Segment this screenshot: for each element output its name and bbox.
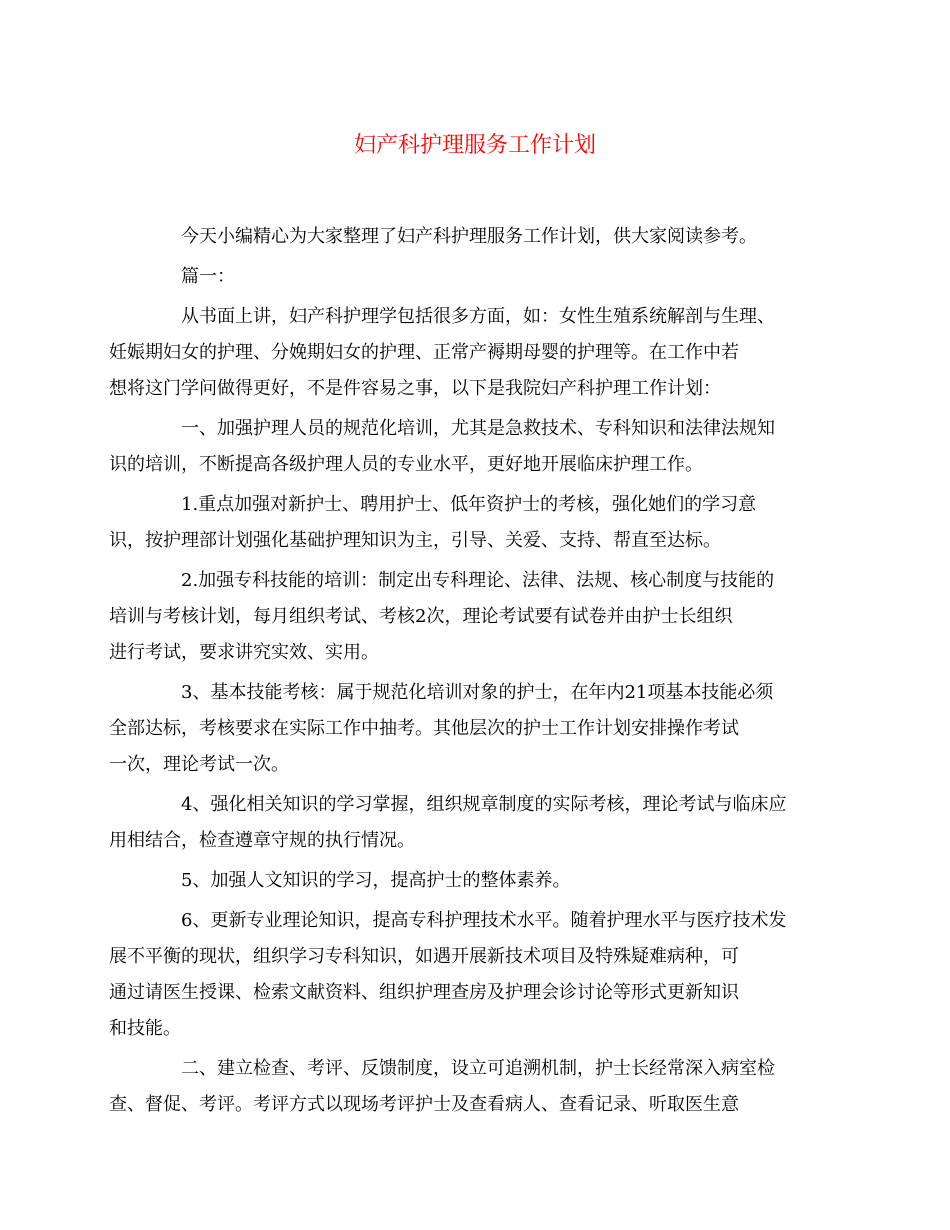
paragraph-line: 今天小编精心为大家整理了妇产科护理服务工作计划，供大家阅读参考。 — [181, 226, 757, 247]
paragraph-line: 妊娠期妇女的护理、分娩期妇女的护理、正常产褥期母婴的护理等。在工作中若 — [109, 342, 739, 363]
paragraph-line: 篇一： — [181, 266, 235, 287]
paragraph-line: 展不平衡的现状，组织学习专科知识，如遇开展新技术项目及特殊疑难病种，可 — [109, 946, 739, 967]
paragraph-line: 想将这门学问做得更好，不是件容易之事，以下是我院妇产科护理工作计划： — [109, 378, 721, 399]
paragraph — [145, 863, 805, 899]
paragraph — [109, 903, 805, 1047]
paragraph — [109, 675, 805, 783]
paragraph-line: 3、基本技能考核：属于规范化培训对象的护士，在年内21项基本技能必须 — [181, 682, 774, 703]
paragraph-line: 查、督促、考评。考评方式以现场考评护士及查看病人、查看记录、听取医生意 — [109, 1094, 739, 1115]
paragraph-line: 一次，理论考试一次。 — [109, 754, 289, 775]
paragraph — [109, 563, 805, 671]
paragraph-line: 识，按护理部计划强化基础护理知识为主，引导、关爱、支持、帮直至达标。 — [109, 530, 721, 551]
paragraph-line: 4、强化相关知识的学习掌握，组织规章制度的实际考核，理论考试与临床应 — [181, 794, 787, 815]
document-body — [109, 219, 805, 1127]
paragraph-line: 和技能。 — [109, 1018, 181, 1039]
paragraph-line: 进行考试，要求讲究实效、实用。 — [109, 642, 379, 663]
paragraph-line: 2.加强专科技能的培训：制定出专科理论、法律、法规、核心制度与技能的 — [181, 570, 775, 591]
paragraph — [109, 1051, 805, 1123]
paragraph — [109, 487, 805, 559]
paragraph — [145, 219, 805, 255]
paragraph-line: 培训与考核计划，每月组织考试、考核2次，理论考试要有试卷并由护士长组织 — [109, 606, 733, 627]
paragraph-line: 通过请医生授课、检索文献资料、组织护理查房及护理会诊讨论等形式更新知识 — [109, 982, 739, 1003]
paragraph-line: 5、加强人文知识的学习，提高护士的整体素养。 — [181, 870, 571, 891]
paragraph-line: 从书面上讲，妇产科护理学包括很多方面，如：女性生殖系统解剖与生理、 — [181, 306, 775, 327]
paragraph-line: 1.重点加强对新护士、聘用护士、低年资护士的考核，强化她们的学习意 — [181, 494, 757, 515]
paragraph-line: 识的培训，不断提高各级护理人员的专业水平，更好地开展临床护理工作。 — [109, 454, 703, 475]
paragraph-line: 二、建立检查、考评、反馈制度，设立可追溯机制，护士长经常深入病室检 — [181, 1058, 775, 1079]
document-title: 妇产科护理服务工作计划 — [353, 133, 596, 158]
paragraph — [109, 299, 805, 407]
paragraph-line: 全部达标，考核要求在实际工作中抽考。其他层次的护士工作计划安排操作考试 — [109, 718, 739, 739]
paragraph-line: 一、加强护理人员的规范化培训，尤其是急救技术、专科知识和法律法规知 — [181, 418, 775, 439]
paragraph-line: 用相结合，检查遵章守规的执行情况。 — [109, 830, 415, 851]
paragraph — [109, 787, 805, 859]
paragraph-line: 6、更新专业理论知识，提高专科护理技术水平。随着护理水平与医疗技术发 — [181, 910, 787, 931]
paragraph — [109, 411, 805, 483]
paragraph — [145, 259, 805, 295]
